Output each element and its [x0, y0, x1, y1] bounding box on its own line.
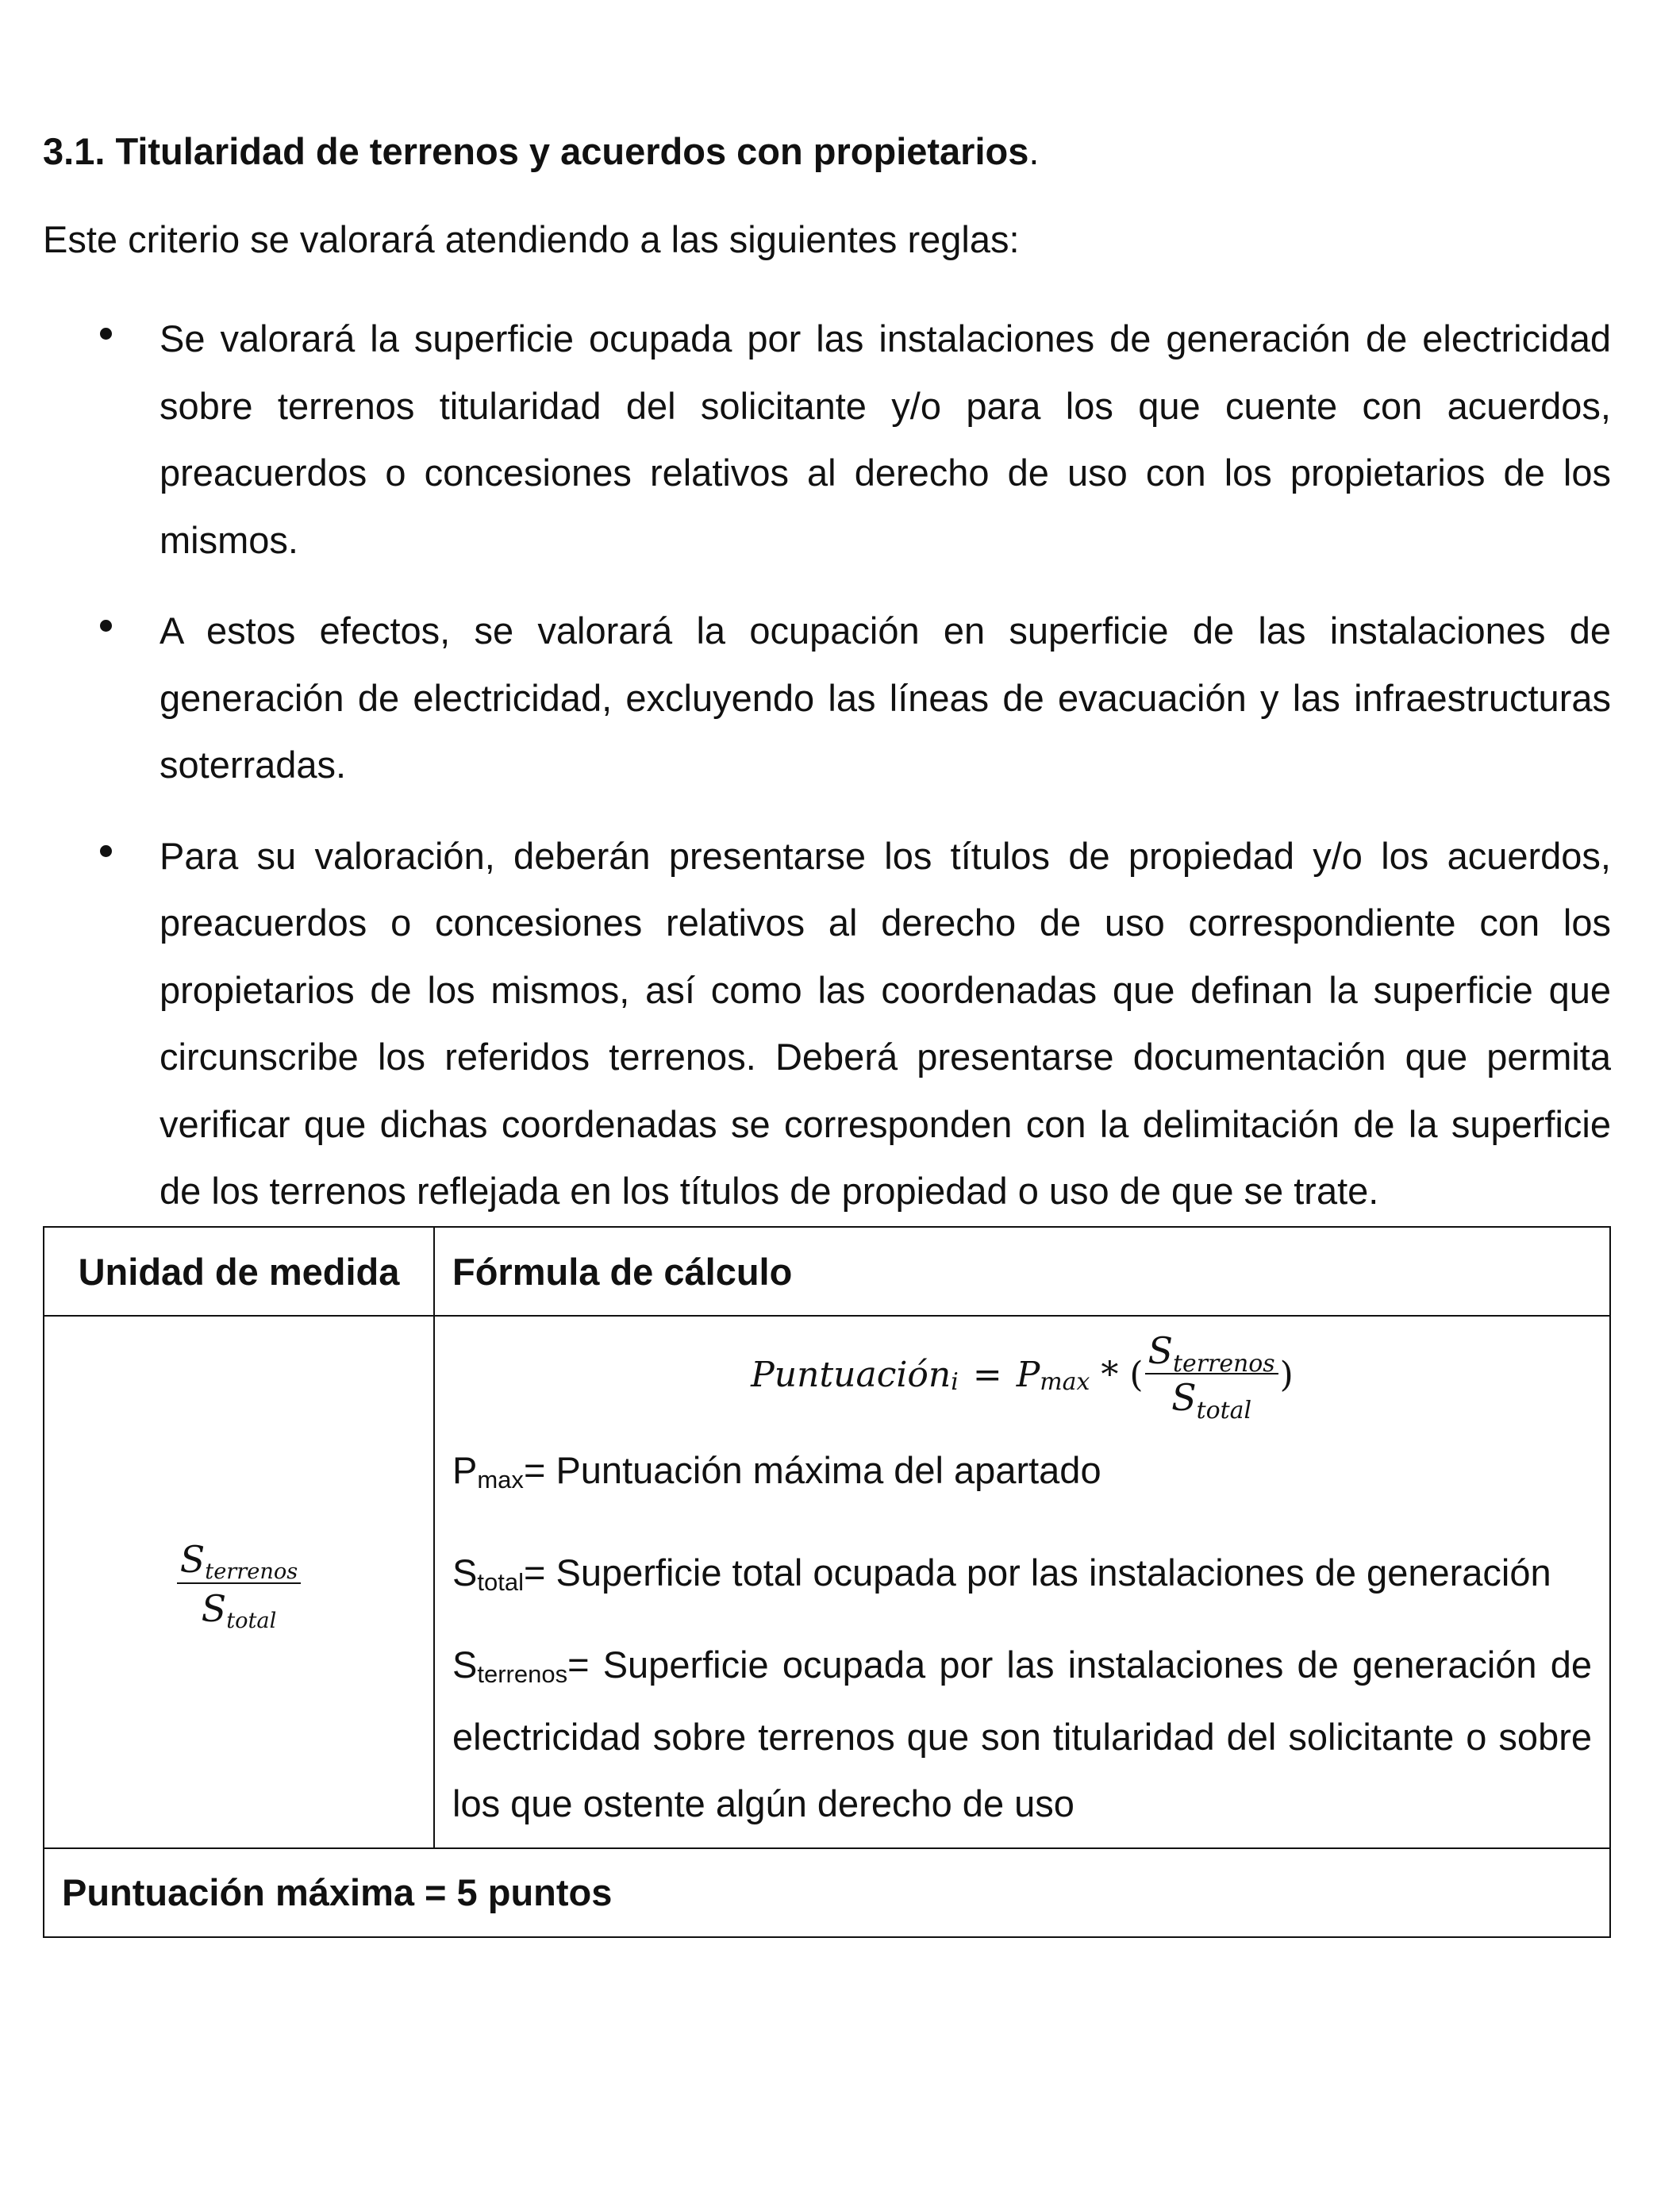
definition-text: = Superficie ocupada por las instalaciones de generación de electricidad sobre terrenos que son titularidad del solicitante o sobre los que ostente algún derecho de uso — [452, 1644, 1592, 1824]
formula-expression — [751, 1329, 1294, 1424]
formula-den-subscript: total — [1196, 1396, 1252, 1424]
definition-text: = Superficie total ocupada por las instalaciones de generación — [523, 1551, 1551, 1594]
unit-cell — [44, 1316, 434, 1848]
formula — [452, 1328, 1592, 1437]
definition-pmax — [452, 1437, 1592, 1509]
formula-num-subscript: terrenos — [1173, 1349, 1275, 1378]
definition-text: = Puntuación máxima del apartado — [523, 1449, 1101, 1491]
list-item-text: Se valorará la superficie ocupada por las instalaciones de generación de electricidad sobre terrenos titularidad del solicitante y/o para los que cuente con acuerdos, preacuerdos o concesiones relativos al derecho de uso con los propietarios de los mismos. — [160, 317, 1611, 561]
formula-p-subscript: max — [1040, 1368, 1090, 1397]
table-row — [44, 1316, 1610, 1848]
definition-stotal — [452, 1540, 1592, 1612]
formula-denominator — [1168, 1374, 1255, 1424]
unit-num-symbol: S — [179, 1537, 206, 1581]
definition-subscript: max — [477, 1466, 524, 1494]
max-score: Puntuación máxima = 5 puntos — [44, 1848, 1610, 1937]
list-item-text: Para su valoración, deberán presentarse los títulos de propiedad y/o los acuerdos, preacuerdos o concesiones relativos al derecho de uso correspondiente con los propietarios de los mismos, así como las coordenadas que definan la superficie que circunscribe los referidos terrenos. Deberá presentarse documentación que permita verificar que dichas coordenadas se corresponden con la delimitación de la superficie de los terrenos reflejada en los títulos de propiedad o uso de que se trate. — [160, 834, 1611, 1212]
bullet-icon — [100, 845, 112, 857]
unit-numerator — [177, 1537, 301, 1585]
section-title-period: . — [1028, 130, 1040, 172]
table-header-row — [44, 1227, 1610, 1316]
rules-list — [43, 306, 1611, 1249]
definition-sterrenos — [452, 1632, 1592, 1838]
definition-symbol: S — [452, 1551, 478, 1594]
criteria-table — [43, 1226, 1611, 1938]
table-footer-row — [44, 1848, 1610, 1937]
formula-fraction — [1145, 1329, 1278, 1424]
list-item — [43, 823, 1611, 1225]
formula-close-paren: ) — [1279, 1354, 1294, 1395]
section-title: 3.1. Titularidad de terrenos y acuerdos con propietarios — [43, 130, 1029, 172]
bullet-icon — [100, 620, 112, 632]
formula-numerator — [1145, 1329, 1278, 1378]
list-item — [43, 598, 1611, 799]
formula-num-symbol: S — [1148, 1329, 1174, 1372]
formula-den-symbol: S — [1171, 1376, 1197, 1419]
section-intro: Este criterio se valorará atendiendo a las siguientes reglas: — [43, 218, 1020, 260]
formula-lhs: Puntuación — [751, 1354, 951, 1395]
list-item — [43, 306, 1611, 574]
definition-subscript: total — [477, 1567, 524, 1596]
section-heading — [43, 129, 1039, 173]
definition-symbol: P — [452, 1449, 478, 1491]
formula-p: P — [1016, 1354, 1040, 1395]
unit-fraction — [177, 1537, 301, 1634]
unit-den-symbol: S — [201, 1586, 227, 1630]
definition-symbol: S — [452, 1644, 478, 1686]
definition-subscript: terrenos — [477, 1660, 568, 1688]
bullet-icon — [100, 328, 112, 340]
header-unit: Unidad de medida — [44, 1227, 434, 1316]
list-item-text: A estos efectos, se valorará la ocupación en superficie de las instalaciones de generación de electricidad, excluyendo las líneas de evacuación y las infraestructuras soterradas. — [160, 609, 1611, 786]
header-formula: Fórmula de cálculo — [434, 1227, 1610, 1316]
formula-equals: = — [972, 1354, 1002, 1395]
formula-cell — [434, 1316, 1610, 1848]
unit-den-subscript: total — [226, 1609, 277, 1634]
unit-num-subscript: terrenos — [205, 1559, 298, 1585]
formula-operator: * ( — [1101, 1354, 1144, 1395]
formula-lhs-subscript: i — [951, 1368, 959, 1397]
unit-denominator — [198, 1584, 280, 1634]
